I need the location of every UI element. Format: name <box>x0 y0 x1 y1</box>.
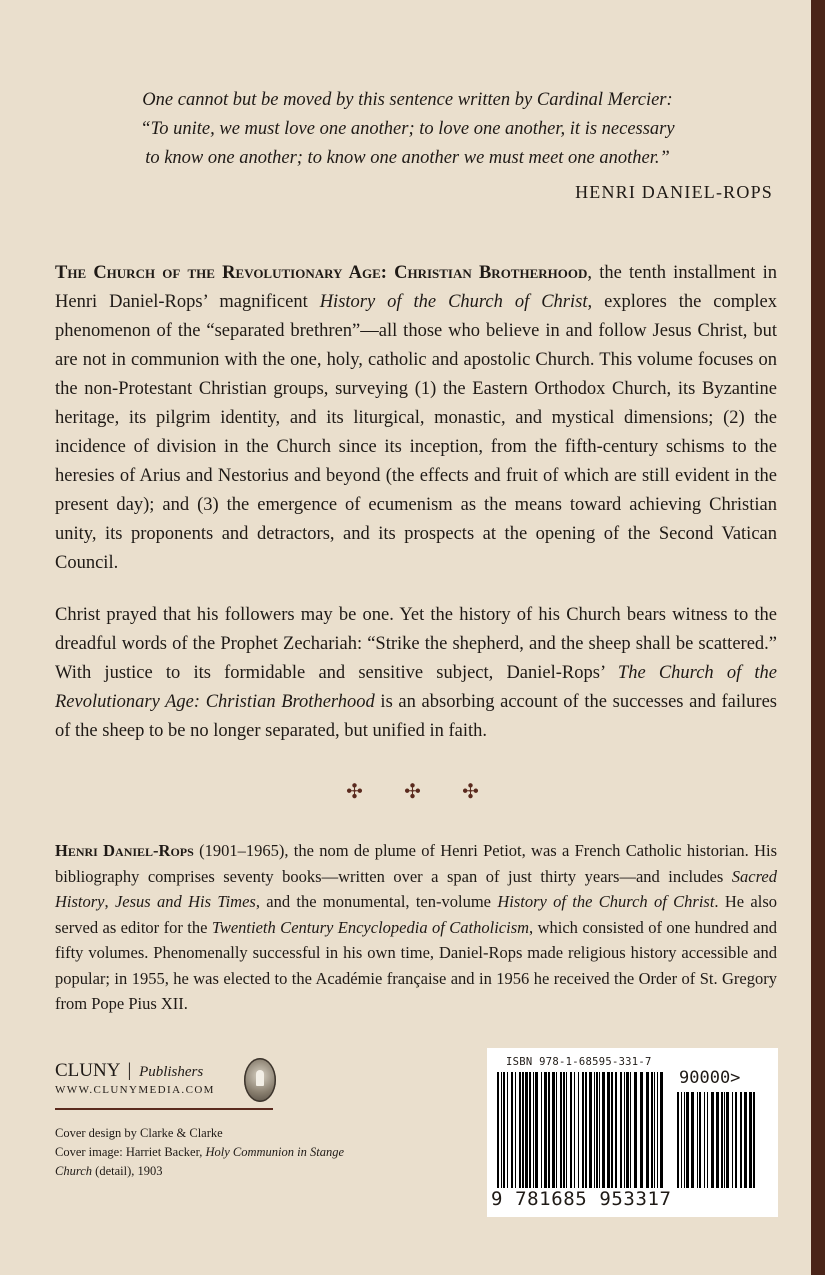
quote-line: “To unite, we must love one another; to love one another, it is necessary <box>140 119 675 139</box>
description-text: , the tenth installment in Henri Daniel-Rops’ magnificent <box>55 263 777 312</box>
barcode-bar <box>541 1072 542 1188</box>
chalice-logo-icon <box>244 1058 276 1102</box>
barcode-bar <box>691 1092 694 1188</box>
barcode-bar <box>657 1072 658 1188</box>
barcode-bar <box>515 1072 516 1188</box>
barcode-bar <box>620 1072 622 1188</box>
barcode-bar <box>582 1072 584 1188</box>
barcode-bar <box>497 1072 499 1188</box>
barcode-bar <box>640 1072 643 1188</box>
barcode-bar <box>646 1072 649 1188</box>
barcode-bar <box>578 1072 579 1188</box>
fleuron-icon: ✣ <box>462 781 479 803</box>
ean-barcode <box>497 1072 667 1188</box>
barcode-bar <box>654 1072 655 1188</box>
barcode-bar <box>697 1092 698 1188</box>
quote-line: One cannot but be moved by this sentence written by Cardinal Mercier: <box>142 90 673 110</box>
barcode-bar <box>570 1072 572 1188</box>
barcode-panel <box>487 1048 778 1217</box>
barcode-bar <box>585 1072 587 1188</box>
barcode-bar <box>511 1072 513 1188</box>
barcode-bar <box>560 1072 562 1188</box>
barcode-bar <box>753 1092 755 1188</box>
description-paragraph <box>55 259 777 578</box>
image-credit-text: (detail), 1903 <box>92 1164 163 1178</box>
design-credit: Cover design by Clarke & Clarke <box>55 1126 223 1140</box>
publisher-name <box>55 1060 275 1082</box>
epigraph-quote <box>40 86 775 173</box>
book-title-italic: The Church of the Revolutionary Age: Christian Brotherhood <box>55 663 777 712</box>
cover-credits <box>55 1124 355 1181</box>
barcode-bar <box>556 1072 557 1188</box>
barcode-bar <box>624 1072 625 1188</box>
barcode-bar <box>519 1072 521 1188</box>
barcode-bar <box>626 1072 629 1188</box>
barcode-bar <box>544 1072 547 1188</box>
barcode-bar <box>630 1072 631 1188</box>
barcode-bar <box>651 1072 653 1188</box>
isbn-label: ISBN 978-1-68595-331-7 <box>506 1056 652 1068</box>
barcode-bar <box>589 1072 592 1188</box>
barcode-bar <box>721 1092 723 1188</box>
publisher-url: WWW.CLUNYMEDIA.COM <box>55 1084 215 1096</box>
book-title: The Church of the Revolutionary Age: Christian Brotherhood <box>55 263 588 283</box>
barcode-bar <box>607 1072 610 1188</box>
barcode-bar <box>525 1072 528 1188</box>
barcode-bar <box>660 1072 663 1188</box>
bio-book: History of the Church of Christ <box>497 892 715 911</box>
addon-barcode <box>677 1092 761 1188</box>
barcode-bar <box>744 1092 747 1188</box>
image-credit-text: Cover image: Harriet Backer, <box>55 1145 206 1159</box>
author-name: Henri Daniel-Rops <box>55 841 194 860</box>
barcode-bar <box>704 1092 705 1188</box>
barcode-bar <box>732 1092 733 1188</box>
barcode-bar <box>529 1072 531 1188</box>
barcode-bar <box>724 1092 725 1188</box>
barcode-bar <box>501 1072 502 1188</box>
barcode-bar <box>686 1092 689 1188</box>
barcode-bar <box>634 1072 637 1188</box>
barcode-bar <box>507 1072 508 1188</box>
publisher-block <box>55 1060 275 1096</box>
bio-text: . He also served as editor for the <box>55 892 778 937</box>
barcode-bar <box>707 1092 708 1188</box>
spine-edge <box>811 0 825 1275</box>
publisher-rule <box>55 1108 273 1110</box>
barcode-bar <box>563 1072 565 1188</box>
barcode-bar <box>503 1072 505 1188</box>
barcode-bar <box>711 1092 714 1188</box>
barcode-digits: 9 781685 953317 <box>491 1188 672 1210</box>
barcode-bar <box>684 1092 685 1188</box>
summary-text: is an absorbing account of the successes and failures of the sheep to be no longer separated, but unified in faith. <box>55 692 777 741</box>
barcode-bar <box>716 1092 719 1188</box>
bio-book: Sacred History <box>55 866 777 911</box>
publisher-label: Publishers <box>139 1064 204 1080</box>
barcode-bar <box>611 1072 613 1188</box>
barcode-bar <box>552 1072 555 1188</box>
barcode-bar <box>615 1072 617 1188</box>
barcode-bar <box>535 1072 538 1188</box>
barcode-bar <box>726 1092 729 1188</box>
price-code: 90000> <box>679 1068 741 1088</box>
fleuron-icon: ✣ <box>346 781 363 803</box>
barcode-bar <box>522 1072 524 1188</box>
image-credit <box>55 1143 355 1181</box>
author-bio <box>55 838 777 1017</box>
barcode-bar <box>548 1072 550 1188</box>
bio-text: , <box>104 892 115 911</box>
barcode-bar <box>594 1072 595 1188</box>
description-text: , explores the complex phenomenon of the “separated brethren”—all those who believe in and follow Jesus Christ, but are not in communion with the one, holy, catholic and apostolic Church. This volume focuses on the non-Protestant Christian groups, surveying (1) the Eastern Orthodox Church, its Byzantine heritage, its pilgrim identity, and its liturgical, monastic, and mystical dimensions; (2) the incidence of division in the Church since its inception, from the fifth-century schisms to the heresies of Arius and Nestorius and beyond (the effects and fruit of which are still evident in the present day); and (3) the emergence of ecumenism as the means toward achieving Christian unity, its proponents and detractors, and its prospects at the opening of the Second Vatican Council. <box>55 292 778 573</box>
barcode-bar <box>735 1092 737 1188</box>
barcode-bar <box>599 1072 600 1188</box>
ornament-divider <box>0 779 825 804</box>
publisher-wordmark: CLUNY <box>55 1060 120 1081</box>
barcode-bar <box>574 1072 575 1188</box>
fleuron-icon: ✣ <box>404 781 421 803</box>
barcode-bar <box>602 1072 605 1188</box>
quote-attribution: HENRI DANIEL-ROPS <box>575 182 773 202</box>
bio-text: , and the monumental, ten-volume <box>255 892 498 911</box>
series-title: History of the Church of Christ <box>319 292 588 312</box>
bio-text: (1901–1965), the nom de plume of Henri Petiot, was a French Catholic historian. His bibliography comprises seventy books—written over a span of just thirty years—and includes <box>55 841 778 886</box>
barcode-bar <box>699 1092 701 1188</box>
barcode-bar <box>677 1092 679 1188</box>
barcode-bar <box>740 1092 742 1188</box>
quote-line: to know one another; to know one another we must meet one another.” <box>145 148 670 168</box>
bio-book: Jesus and His Times <box>114 892 256 911</box>
barcode-bar <box>533 1072 534 1188</box>
barcode-bar <box>596 1072 598 1188</box>
summary-text: Christ prayed that his followers may be one. Yet the history of his Church bears witness to the dreadful words of the Prophet Zechariah: “Strike the shepherd, and the sheep shall be scattered.” With justice to its formidable and sensitive subject, Daniel-Rops’ <box>55 605 777 683</box>
image-credit-title: Holy Communion in Stange Church <box>55 1145 345 1178</box>
barcode-bar <box>681 1092 682 1188</box>
bio-text: , which consisted of one hundred and fifty volumes. Phenomenally successful in his own time, Daniel-Rops made religious history accessible and popular; in 1955, he was elected to the Académie française and in 1956 he received the Order of St. Gregory from Pope Pius XII. <box>55 917 777 1013</box>
barcode-bar <box>566 1072 567 1188</box>
barcode-bar <box>749 1092 752 1188</box>
summary-paragraph <box>55 601 777 746</box>
bio-book: Twentieth Century Encyclopedia of Catholicism <box>211 917 530 937</box>
publisher-separator: | <box>127 1060 132 1081</box>
